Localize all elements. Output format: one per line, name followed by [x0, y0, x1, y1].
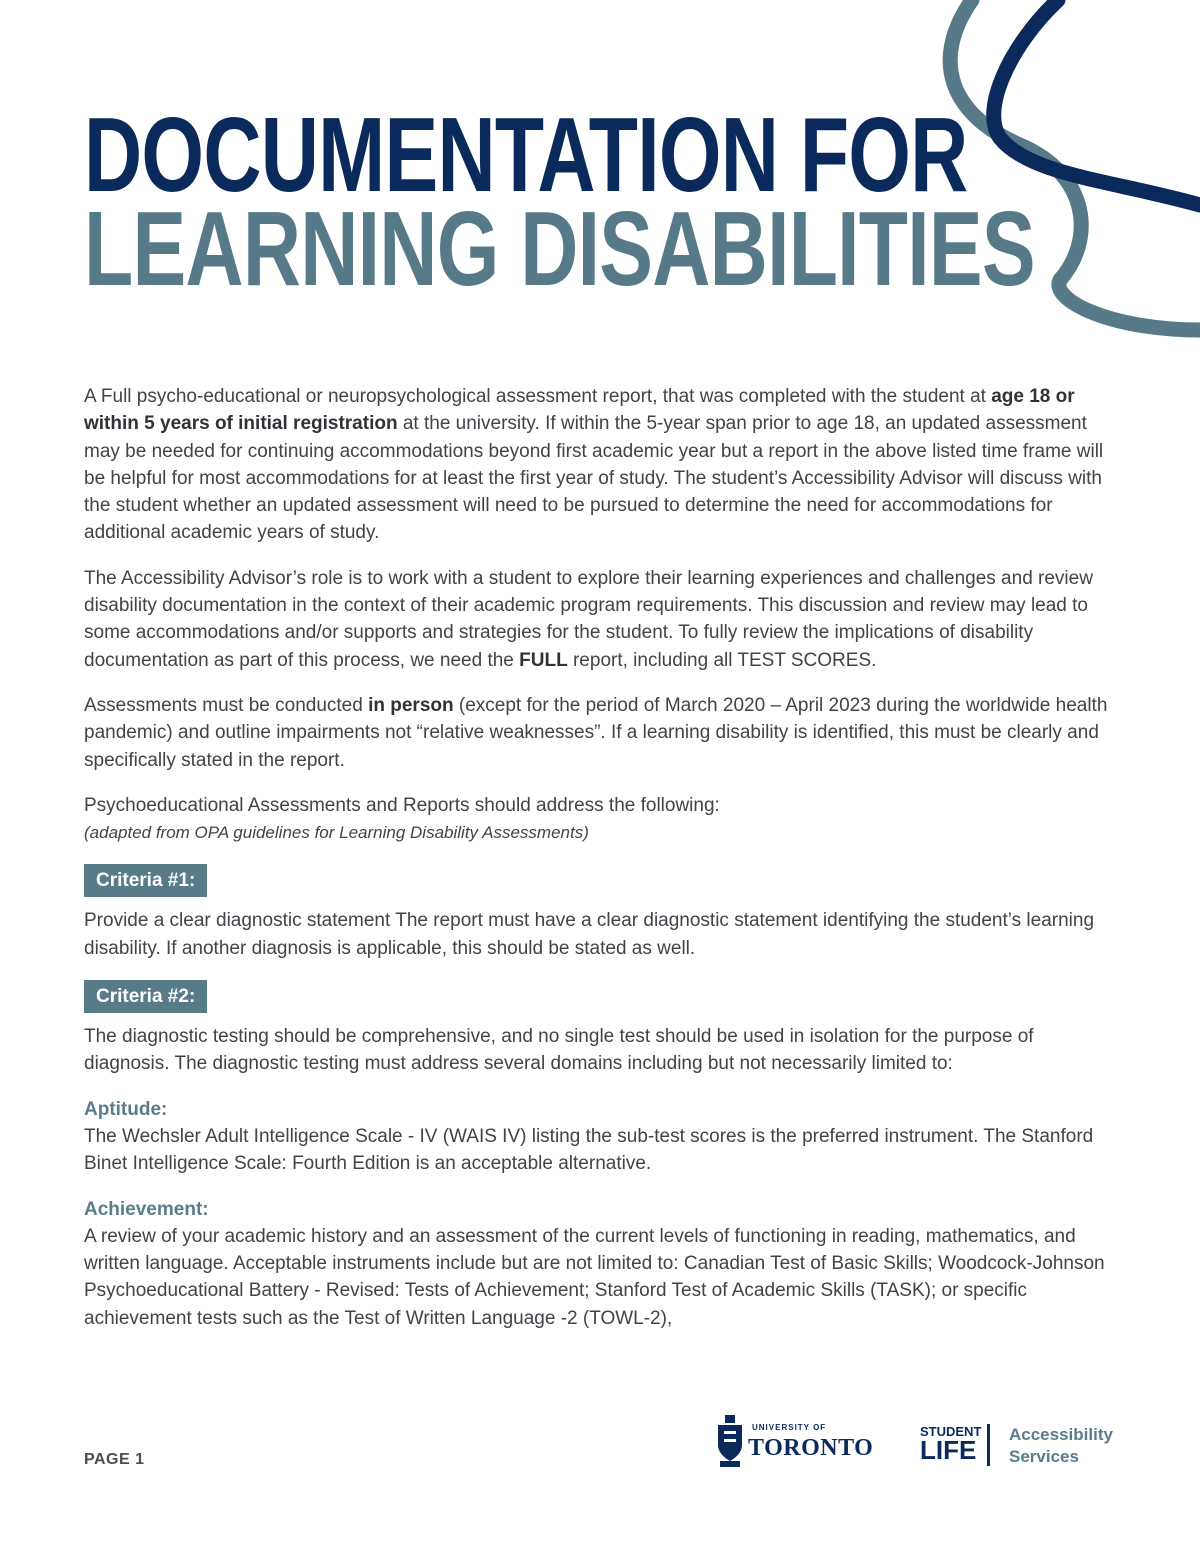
uoft-small-text: UNIVERSITY OF [752, 1423, 827, 1432]
achievement-section [84, 1196, 1114, 1332]
in-person-paragraph [84, 692, 1114, 774]
title-line-1: DOCUMENTATION FOR [84, 96, 968, 214]
student-text: STUDENT [920, 1424, 982, 1439]
in-person-text-c: (except for the period of March 2020 – April 2023 during the worldwide health pandemic) and outline impairments not “relative weaknesses”. If a learning disability is identified, this must be clearly and specifically stated in the report. [84, 694, 1108, 771]
title-line-2: LEARNING DISABILITIES [84, 190, 1035, 308]
aptitude-text: The Wechsler Adult Intelligence Scale - IV (WAIS IV) listing the sub-test scores is the preferred instrument. The Stanford Binet Intelligence Scale: Fourth Edition is an acceptable alternative. [84, 1125, 1094, 1175]
student-life-logo [920, 1424, 1113, 1470]
uoft-big-text: TORONTO [748, 1435, 874, 1461]
accessibility-text: Accessibility [1009, 1425, 1113, 1444]
university-of-toronto-logo [716, 1413, 874, 1469]
in-person-text-bold: in person [368, 694, 454, 716]
achievement-heading: Achievement: [84, 1198, 209, 1220]
advisor-paragraph [84, 565, 1114, 674]
opa-note: (adapted from OPA guidelines for Learning Disability Assessments) [84, 823, 589, 843]
criteria-1-text: Provide a clear diagnostic statement The report must have a clear diagnostic statement identifying the student’s learning disability. If another diagnosis is applicable, this should be stated as well. [84, 910, 1095, 959]
life-text: LIFE [920, 1435, 977, 1465]
page-number: PAGE 1 [84, 1451, 145, 1468]
criteria-1-badge: Criteria #1: [84, 864, 207, 897]
address-text: Psychoeducational Assessments and Reports should address the following: [84, 794, 720, 816]
achievement-text: A review of your academic history and an assessment of the current levels of functioning in reading, mathematics, and written language. Acceptable instruments include but are not limited to: Canadian Test of Basic Skills; Woodcock-Johnson Psychoeducational Battery - Revised: Tests of Achievement; Stanford Test of Academic Skills (TASK); or specific achievement tests such as the Test of Written Language -2 (TOWL-2), [84, 1225, 1105, 1329]
page-title [84, 96, 1035, 308]
aptitude-section [84, 1096, 1114, 1178]
intro-text-c: at the university. If within the 5-year span prior to age 18, an updated assessment may be needed for continuing accommodations beyond first academic year but a report in the above listed time frame will be helpful for most accommodations for at least the first year of study. The student’s Accessibility Advisor will discuss with the student whether an updated assessment will need to be pursued to determine the need for accommodations for additional academic years of study. [84, 413, 1104, 544]
intro-text-a: A Full psycho-educational or neuropsychological assessment report, that was completed with the student at [84, 386, 992, 407]
advisor-text-a: The Accessibility Advisor’s role is to work with a student to explore their learning experiences and challenges and review disability documentation in the context of their academic program requirements. This discussion and review may lead to some accommodations and/or supports and strategies for the student. To fully review the implications of disability documentation as part of this process, we need the [84, 567, 1093, 671]
intro-text-bold: age 18 or within 5 years of initial registration [84, 386, 1075, 435]
accessibility-services-text [1009, 1424, 1113, 1468]
advisor-text-bold: FULL [519, 649, 568, 671]
in-person-text-a: Assessments must be conducted [84, 694, 369, 716]
aptitude-heading: Aptitude: [84, 1098, 168, 1120]
intro-paragraph [84, 383, 1114, 547]
logo-divider [987, 1424, 990, 1466]
crest-icon [716, 1415, 744, 1469]
body-content [84, 383, 1114, 1350]
advisor-text-c: report, including all TEST SCORES. [567, 649, 877, 671]
criteria-2-text: The diagnostic testing should be comprehensive, and no single test should be used in isolation for the purpose of diagnosis. The diagnostic testing must address several domains including but not necessarily limited to: [84, 1026, 1034, 1075]
address-paragraph [84, 792, 1114, 847]
criteria-2-badge: Criteria #2: [84, 980, 207, 1013]
services-text: Services [1009, 1447, 1079, 1466]
